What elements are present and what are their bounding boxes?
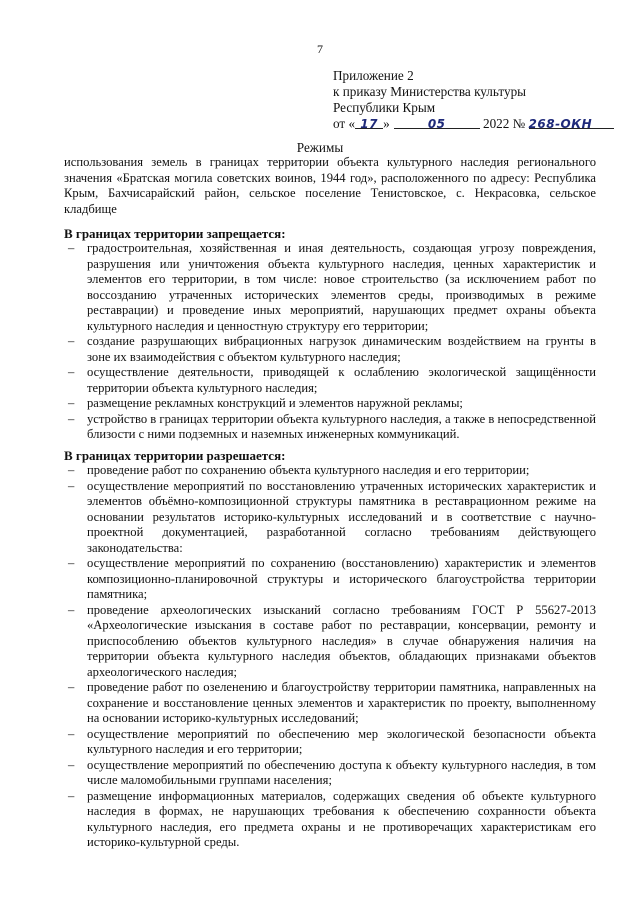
handwritten-order-number: 268-ОКН bbox=[529, 116, 614, 129]
list-item bbox=[64, 603, 596, 681]
list-dash: – bbox=[68, 411, 75, 426]
list-dash: – bbox=[68, 680, 75, 694]
list-item-text: устройство в границах территории объекта культурного наследия, а также в непосредственной близости с ними подземных и наземных инженерных коммуникаций. bbox=[87, 411, 596, 441]
list-dash: – bbox=[68, 602, 75, 617]
intro-paragraph: использования земель в границах территории объекта культурного наследия регионального значения «Братская могила советских воинов, 1944 год», расположенного по адресу: Республика Крым, Бахчисарайский район, сельское поселение Тенистовское, с. Некрасовка, сельское кладбище bbox=[64, 155, 596, 216]
list-item-text: проведение работ по озеленению и благоустройству территории памятника, направленных на сохранение и восстановление ценных элементов и характеристик по проекту, выполненному на основании историко-культурных исследований; bbox=[87, 680, 596, 725]
appendix-line-1: Приложение 2 bbox=[333, 68, 414, 83]
list-item bbox=[64, 334, 596, 365]
prohibited-list bbox=[64, 241, 596, 443]
date-prefix: от « bbox=[333, 116, 356, 131]
list-item bbox=[64, 479, 596, 557]
list-item-text: создание разрушающих вибрационных нагрузок динамическим воздействием на грунты в зоне их взаимодействия с объектом культурного наследия; bbox=[87, 334, 596, 364]
prohibited-heading: В границах территории запрещается: bbox=[64, 226, 286, 241]
list-dash: – bbox=[68, 478, 75, 493]
list-dash: – bbox=[68, 463, 75, 477]
list-item-text: градостроительная, хозяйственная и иная деятельность, создающая угрозу повреждения, разрушения или уничтожения объекта культурного наследия, ценных характеристик и элементов его территории, в том числе: новое строительство (за исключением работ по воссозданию утраченных исторических элементов среды, производимых в режиме реставрации) и проведение иных мероприятий, нарушающих предмет охраны объекта культурного наследия и ценностную структуру его территории; bbox=[87, 241, 596, 333]
handwritten-month: 05 bbox=[394, 116, 480, 129]
appendix-block bbox=[333, 68, 614, 132]
list-dash: – bbox=[68, 556, 75, 570]
list-item bbox=[64, 241, 596, 334]
list-item-text: размещение рекламных конструкций и элементов наружной рекламы; bbox=[87, 396, 463, 410]
appendix-line-2: к приказу Министерства культуры bbox=[333, 84, 527, 99]
list-item bbox=[64, 727, 596, 758]
list-item bbox=[64, 412, 596, 443]
year-and-number-label: 2022 № bbox=[482, 116, 526, 131]
list-item bbox=[64, 680, 596, 727]
list-item-text: осуществление мероприятий по обеспечению доступа к объекту культурного наследия, в том числе маломобильными группами населения; bbox=[87, 757, 596, 787]
list-item bbox=[64, 758, 596, 789]
list-item-text: осуществление мероприятий по восстановлению утраченных исторических характеристик и элементов объёмно-композиционной структуры памятника в реставрационном режиме на основании результатов историко-культурных исследований и в соответствие с научно-проектной документацией, разработанной согласно требованиям действующего законодательства: bbox=[87, 478, 596, 555]
list-item-text: осуществление мероприятий по обеспечению мер экологической безопасности объекта культурного наследия и его территории; bbox=[87, 726, 596, 756]
allowed-list bbox=[64, 463, 596, 851]
list-item-text: проведение археологических изысканий согласно требованиям ГОСТ Р 55627-2013 «Археологические изыскания в составе работ по реставрации, консервации, ремонту и приспособлению объектов культурного наследия» в случае обнаружения наличия на территории объекта культурного наследия объектов, обладающих признаками объектов археологического наследия; bbox=[87, 602, 596, 679]
list-dash: – bbox=[68, 726, 75, 741]
list-dash: – bbox=[68, 757, 75, 772]
handwritten-day: 17 bbox=[355, 116, 383, 129]
list-item bbox=[64, 396, 596, 412]
list-item bbox=[64, 789, 596, 851]
list-item bbox=[64, 556, 596, 603]
list-dash: – bbox=[68, 396, 75, 410]
list-item-text: осуществление мероприятий по сохранению (восстановлению) характеристик и элементов композиционно-планировочной структуры и исторического благоустройства территории памятника; bbox=[87, 556, 596, 601]
list-item-text: размещение информационных материалов, содержащих сведения об объекте культурного наследия в формах, не нарушающих требования к обеспечению сохранности объекта культурного наследия, его предмета охраны и не противоречащих характеристикам его историко-культурной среды. bbox=[87, 788, 596, 849]
list-dash: – bbox=[68, 334, 75, 348]
date-mid: » bbox=[383, 116, 390, 131]
page-number: 7 bbox=[317, 42, 323, 56]
list-item-text: осуществление деятельности, приводящей к ослаблению экологической защищённости территории объекта культурного наследия; bbox=[87, 365, 596, 395]
list-item-text: проведение работ по сохранению объекта культурного наследия и его территории; bbox=[87, 463, 530, 477]
list-dash: – bbox=[68, 241, 75, 255]
list-dash: – bbox=[68, 788, 75, 803]
list-item bbox=[64, 365, 596, 396]
document-title: Режимы bbox=[296, 140, 344, 155]
list-item bbox=[64, 463, 596, 479]
appendix-line-3: Республики Крым bbox=[333, 100, 436, 115]
list-dash: – bbox=[68, 365, 75, 379]
allowed-heading: В границах территории разрешается: bbox=[64, 448, 286, 463]
appendix-date-line bbox=[333, 116, 614, 132]
